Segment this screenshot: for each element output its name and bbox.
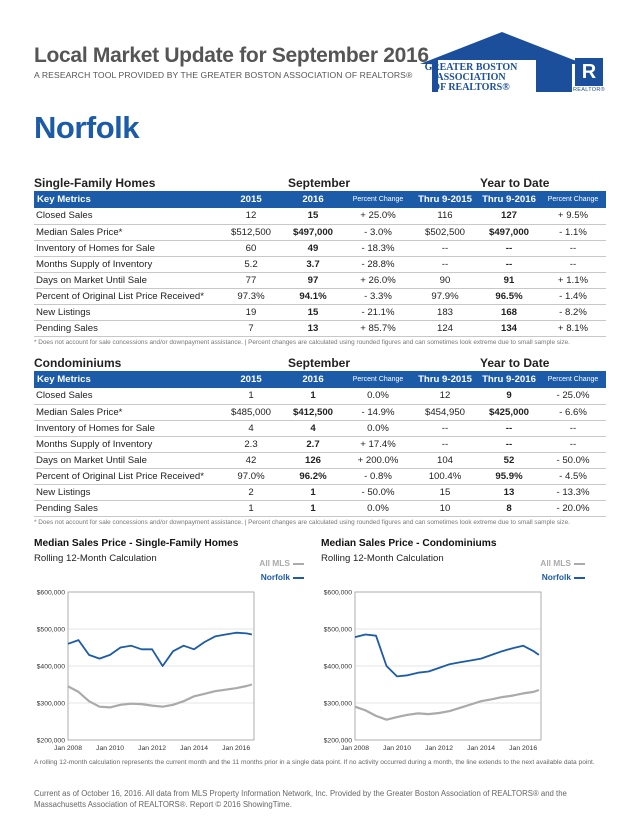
table-cell: - 3.3% [344, 288, 412, 304]
table-cell: Months Supply of Inventory [34, 256, 220, 272]
y-tick-label: $300,000 [36, 700, 65, 708]
table-cell: Inventory of Homes for Sale [34, 420, 220, 436]
table-cell: - 1.4% [540, 288, 606, 304]
table-cell: $497,000 [282, 224, 344, 240]
sf-chart-plot [0, 584, 270, 754]
table-cell: $497,000 [478, 224, 540, 240]
y-tick-label: $400,000 [323, 663, 352, 671]
y-tick-label: $600,000 [323, 589, 352, 597]
chart-note: A rolling 12-month calculation represents the current month and the 11 months prior in a single data point. If no activity occurred during a month, the line extends to the next available data point. [34, 759, 595, 766]
table-cell: - 50.0% [540, 452, 606, 468]
x-tick-label: Jan 2014 [467, 745, 496, 752]
table-cell: 52 [478, 452, 540, 468]
table-cell: 12 [412, 388, 478, 404]
col-thru-2015: Thru 9-2015 [412, 371, 478, 388]
table-cell: Percent of Original List Price Received* [34, 288, 220, 304]
table-cell: 7 [220, 320, 282, 336]
table-cell: 4 [282, 420, 344, 436]
table-cell: Months Supply of Inventory [34, 436, 220, 452]
page-footer: Current as of October 16, 2016. All data from MLS Property Information Network, Inc. Provided by the Greater Boston Association of REALTORS® and the Massachusetts Association of REALTORS®. Report © 2016 ShowingTime. [34, 789, 567, 809]
table-cell: Percent of Original List Price Received* [34, 468, 220, 484]
ytd-heading: Year to Date [480, 176, 550, 190]
table-cell: Days on Market Until Sale [34, 272, 220, 288]
x-tick-label: Jan 2016 [222, 745, 251, 752]
table-cell: Median Sales Price* [34, 404, 220, 420]
table-cell: 2.7 [282, 436, 344, 452]
table-row [34, 288, 606, 304]
table-cell: $502,500 [412, 224, 478, 240]
table-cell: 13 [478, 484, 540, 500]
table-cell: -- [478, 436, 540, 452]
table-cell: 60 [220, 240, 282, 256]
x-tick-label: Jan 2012 [425, 745, 454, 752]
table-cell: 1 [220, 500, 282, 516]
condo-chart [321, 538, 591, 752]
legend-dash-icon [574, 563, 585, 565]
single-family-section [34, 174, 606, 346]
table-cell: New Listings [34, 304, 220, 320]
table-cell: 97.3% [220, 288, 282, 304]
month-heading: September [288, 356, 351, 370]
condo-table [34, 371, 606, 517]
table-cell: - 14.9% [344, 404, 412, 420]
footnote: * Does not account for sale concessions and/or downpayment assistance. | Percent changes are calculated using rounded figures and can sometimes look extreme due to small sample size. [34, 338, 570, 346]
col-2016: 2016 [282, 191, 344, 208]
table-row [34, 452, 606, 468]
table-row [34, 484, 606, 500]
table-cell: + 8.1% [540, 320, 606, 336]
y-tick-label: $600,000 [36, 589, 65, 597]
col-thru-2016: Thru 9-2016 [478, 191, 540, 208]
section-heading: Condominiums [34, 356, 122, 370]
footnote: * Does not account for sale concessions and/or downpayment assistance. | Percent changes are calculated using rounded figures and can sometimes look extreme due to small sample size. [34, 518, 570, 526]
table-cell: 15 [282, 208, 344, 224]
legend-all-mls: All MLS [204, 558, 304, 568]
table-cell: 94.1% [282, 288, 344, 304]
x-tick-label: Jan 2010 [96, 745, 125, 752]
col-thru-2016: Thru 9-2016 [478, 371, 540, 388]
table-row [34, 224, 606, 240]
table-cell: $425,000 [478, 404, 540, 420]
table-cell: Pending Sales [34, 320, 220, 336]
table-cell: -- [412, 240, 478, 256]
table-cell: $454,950 [412, 404, 478, 420]
table-cell: Pending Sales [34, 500, 220, 516]
table-cell: 1 [282, 484, 344, 500]
legend-norfolk: Norfolk [204, 572, 304, 582]
table-row [34, 320, 606, 336]
table-cell: + 9.5% [540, 208, 606, 224]
table-cell: 116 [412, 208, 478, 224]
table-row [34, 404, 606, 420]
table-row [34, 468, 606, 484]
realtor-logo-icon: R [575, 58, 603, 86]
table-cell: 96.5% [478, 288, 540, 304]
table-cell: 12 [220, 208, 282, 224]
table-cell: 134 [478, 320, 540, 336]
col-key-metrics: Key Metrics [34, 371, 220, 388]
table-cell: 0.0% [344, 388, 412, 404]
table-cell: - 0.8% [344, 468, 412, 484]
table-cell: + 26.0% [344, 272, 412, 288]
x-tick-label: Jan 2012 [138, 745, 167, 752]
table-cell: New Listings [34, 484, 220, 500]
table-cell: -- [412, 436, 478, 452]
table-cell: 97.9% [412, 288, 478, 304]
table-cell: - 28.8% [344, 256, 412, 272]
table-cell: $485,000 [220, 404, 282, 420]
table-cell: 49 [282, 240, 344, 256]
table-cell: 126 [282, 452, 344, 468]
table-cell: 5.2 [220, 256, 282, 272]
table-cell: 1 [220, 388, 282, 404]
chart-title: Median Sales Price - Single-Family Homes [34, 538, 239, 549]
table-cell: - 1.1% [540, 224, 606, 240]
table-cell: - 21.1% [344, 304, 412, 320]
y-tick-label: $500,000 [36, 626, 65, 634]
table-cell: + 85.7% [344, 320, 412, 336]
col-2015: 2015 [220, 191, 282, 208]
table-cell: -- [478, 240, 540, 256]
ytd-heading: Year to Date [480, 356, 550, 370]
table-cell: 3.7 [282, 256, 344, 272]
table-cell: 15 [412, 484, 478, 500]
col-percent-change-ytd: Percent Change [540, 191, 606, 208]
y-tick-label: $200,000 [36, 737, 65, 745]
y-tick-label: $200,000 [323, 737, 352, 745]
table-cell: $412,500 [282, 404, 344, 420]
table-cell: 97 [282, 272, 344, 288]
city-name: Norfolk [34, 110, 139, 145]
table-cell: -- [540, 436, 606, 452]
col-key-metrics: Key Metrics [34, 191, 220, 208]
table-row [34, 420, 606, 436]
legend-norfolk: Norfolk [485, 572, 585, 582]
table-cell: -- [478, 256, 540, 272]
chart-title: Median Sales Price - Condominiums [321, 538, 497, 549]
table-cell: 91 [478, 272, 540, 288]
col-percent-change: Percent Change [344, 371, 412, 388]
table-cell: 8 [478, 500, 540, 516]
x-tick-label: Jan 2008 [341, 745, 369, 752]
table-row [34, 208, 606, 224]
table-cell: - 20.0% [540, 500, 606, 516]
table-cell: + 200.0% [344, 452, 412, 468]
legend-dash-icon [574, 577, 585, 579]
sf-chart [34, 538, 304, 752]
association-logo-text: GREATER BOSTON ASSOCIATION OF REALTORS® [424, 62, 518, 93]
y-tick-label: $400,000 [36, 663, 65, 671]
table-cell: - 25.0% [540, 388, 606, 404]
table-cell: -- [412, 256, 478, 272]
table-cell: -- [478, 420, 540, 436]
table-cell: Inventory of Homes for Sale [34, 240, 220, 256]
table-cell: 90 [412, 272, 478, 288]
table-row [34, 304, 606, 320]
table-row [34, 256, 606, 272]
table-cell: 1 [282, 388, 344, 404]
col-percent-change: Percent Change [344, 191, 412, 208]
table-cell: - 3.0% [344, 224, 412, 240]
table-cell: - 13.3% [540, 484, 606, 500]
table-cell: -- [412, 420, 478, 436]
table-cell: + 25.0% [344, 208, 412, 224]
realtor-label: REALTOR® [573, 87, 605, 93]
chart-subtitle: Rolling 12-Month Calculation [321, 553, 444, 564]
x-tick-label: Jan 2014 [180, 745, 209, 752]
table-cell: 13 [282, 320, 344, 336]
table-cell: 10 [412, 500, 478, 516]
table-row [34, 500, 606, 516]
table-cell: Closed Sales [34, 208, 220, 224]
y-tick-label: $500,000 [323, 626, 352, 634]
legend-dash-icon [293, 563, 304, 565]
table-cell: 127 [478, 208, 540, 224]
single-family-table [34, 191, 606, 337]
table-cell: 2.3 [220, 436, 282, 452]
table-cell: Days on Market Until Sale [34, 452, 220, 468]
table-cell: -- [540, 240, 606, 256]
col-thru-2015: Thru 9-2015 [412, 191, 478, 208]
table-cell: 96.2% [282, 468, 344, 484]
table-cell: -- [540, 420, 606, 436]
table-cell: $512,500 [220, 224, 282, 240]
table-cell: Closed Sales [34, 388, 220, 404]
legend-all-mls: All MLS [485, 558, 585, 568]
table-cell: 0.0% [344, 420, 412, 436]
table-cell: + 1.1% [540, 272, 606, 288]
table-cell: 9 [478, 388, 540, 404]
col-2015: 2015 [220, 371, 282, 388]
table-row [34, 436, 606, 452]
table-cell: - 4.5% [540, 468, 606, 484]
table-cell: - 18.3% [344, 240, 412, 256]
table-cell: 100.4% [412, 468, 478, 484]
col-2016: 2016 [282, 371, 344, 388]
table-cell: - 8.2% [540, 304, 606, 320]
report-subtitle: A RESEARCH TOOL PROVIDED BY THE GREATER BOSTON ASSOCIATION OF REALTORS® [34, 70, 413, 80]
legend-dash-icon [293, 577, 304, 579]
table-cell: - 50.0% [344, 484, 412, 500]
x-tick-label: Jan 2008 [54, 745, 82, 752]
table-cell: + 17.4% [344, 436, 412, 452]
table-cell: 95.9% [478, 468, 540, 484]
table-cell: Median Sales Price* [34, 224, 220, 240]
table-cell: - 6.6% [540, 404, 606, 420]
month-heading: September [288, 176, 351, 190]
table-row [34, 272, 606, 288]
section-heading: Single-Family Homes [34, 176, 156, 190]
report-title: Local Market Update for September 2016 [34, 44, 429, 67]
condo-chart-plot [287, 584, 557, 754]
table-cell: 0.0% [344, 500, 412, 516]
y-tick-label: $300,000 [323, 700, 352, 708]
table-cell: 2 [220, 484, 282, 500]
chart-legend [204, 558, 304, 582]
col-percent-change-ytd: Percent Change [540, 371, 606, 388]
x-tick-label: Jan 2016 [509, 745, 538, 752]
table-cell: -- [540, 256, 606, 272]
chart-legend [485, 558, 585, 582]
table-cell: 97.0% [220, 468, 282, 484]
table-row [34, 240, 606, 256]
x-tick-label: Jan 2010 [383, 745, 412, 752]
table-cell: 168 [478, 304, 540, 320]
table-cell: 15 [282, 304, 344, 320]
table-cell: 77 [220, 272, 282, 288]
table-cell: 104 [412, 452, 478, 468]
table-cell: 1 [282, 500, 344, 516]
table-cell: 4 [220, 420, 282, 436]
condo-section [34, 354, 606, 526]
table-cell: 183 [412, 304, 478, 320]
table-cell: 124 [412, 320, 478, 336]
table-row [34, 388, 606, 404]
chart-subtitle: Rolling 12-Month Calculation [34, 553, 157, 564]
table-cell: 42 [220, 452, 282, 468]
table-cell: 19 [220, 304, 282, 320]
